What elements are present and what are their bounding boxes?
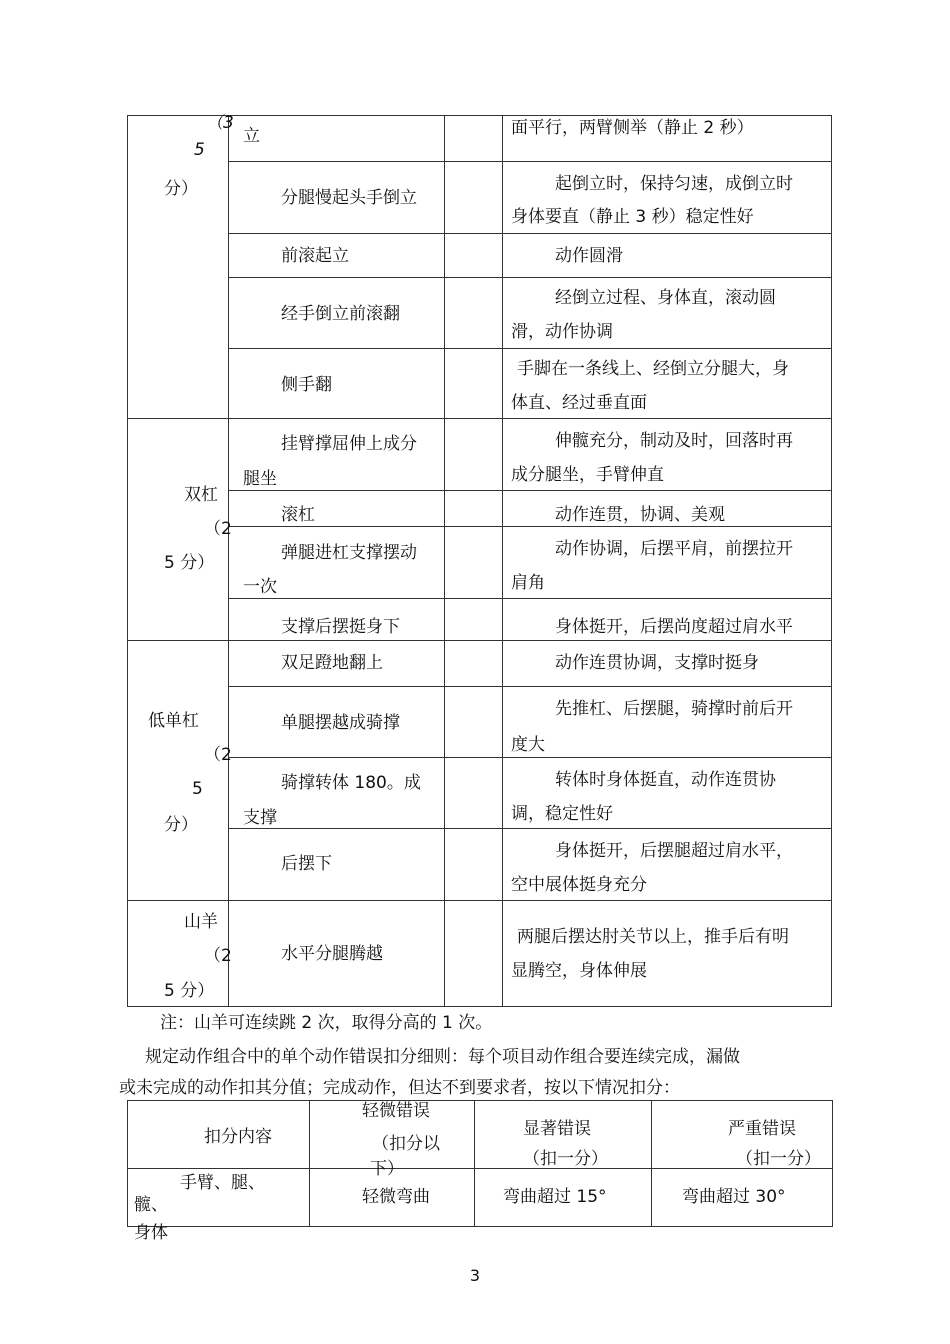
header-text: （扣分以 <box>372 1134 440 1154</box>
requirement-cell <box>503 687 832 758</box>
requirement-text: 动作连贯协调，支撑时挺身 <box>555 653 759 673</box>
score-cell <box>445 829 503 901</box>
value-cell <box>652 1169 833 1227</box>
value-cell <box>310 1169 475 1227</box>
score-cell <box>445 116 503 162</box>
item-text: 水平分腿腾越 <box>281 944 383 964</box>
item-text: 侧手翻 <box>281 375 332 395</box>
item-text: 一次 <box>243 577 277 597</box>
category-text: 低单杠 <box>148 711 199 731</box>
item-cell <box>229 527 445 599</box>
requirement-cell <box>503 758 832 829</box>
requirement-text: 起倒立时，保持匀速，成倒立时 <box>555 174 793 194</box>
category-text: 山羊 <box>184 912 218 932</box>
item-cell <box>229 829 445 901</box>
header-text: （扣一分） <box>523 1149 608 1169</box>
score-cell <box>445 162 503 234</box>
requirement-text: 先推杠、后摆腿，骑撑时前后开 <box>555 699 793 719</box>
requirement-text: 面平行，两臂侧举（静止 2 秒） <box>511 118 754 138</box>
requirement-text: 度大 <box>511 735 545 755</box>
item-text: 骑撑转体 180。成 <box>281 773 421 793</box>
item-text: 支撑后摆挺身下 <box>281 617 400 637</box>
category-text: 5 <box>194 140 205 160</box>
item-cell <box>229 599 445 641</box>
item-cell <box>229 116 445 162</box>
item-text: 弹腿进杠支撑摆动 <box>281 543 417 563</box>
score-cell <box>445 599 503 641</box>
score-cell <box>445 234 503 278</box>
paragraph-line-1: 规定动作组合中的单个动作错误扣分细则：每个项目动作组合要连续完成，漏做 <box>145 1047 740 1067</box>
item-text: 立 <box>243 126 260 146</box>
item-text: 腿坐 <box>243 469 277 489</box>
header-cell <box>128 1101 310 1169</box>
note: 注：山羊可连续跳 2 次，取得分高的 1 次。 <box>160 1013 493 1033</box>
requirement-cell <box>503 829 832 901</box>
item-cell <box>229 687 445 758</box>
requirement-text: 伸髋充分，制动及时，回落时再 <box>555 431 793 451</box>
requirement-text: 滑，动作协调 <box>511 322 613 342</box>
category-text: （3 <box>206 113 234 133</box>
requirement-text: 身体挺开，后摆尚度超过肩水平 <box>555 617 793 637</box>
requirement-text: 身体要直（静止 3 秒）稳定性好 <box>511 207 754 227</box>
category-text: （2 <box>204 745 232 765</box>
score-cell <box>445 349 503 419</box>
requirement-text: 动作协调，后摆平肩，前摆拉开 <box>555 539 793 559</box>
category-text: 分） <box>164 179 198 199</box>
header-text: 显著错误 <box>523 1119 591 1139</box>
item-cell <box>229 419 445 491</box>
item-text: 支撑 <box>243 808 277 828</box>
requirement-text: 空中展体挺身充分 <box>511 875 647 895</box>
item-text: 单腿摆越成骑撑 <box>281 713 400 733</box>
requirement-text: 肩角 <box>511 573 545 593</box>
requirement-cell <box>503 162 832 234</box>
requirement-text: 体直、经过垂直面 <box>511 393 647 413</box>
score-cell <box>445 491 503 527</box>
header-cell <box>475 1101 652 1169</box>
category-text: 5 分） <box>164 981 215 1001</box>
scoring-table <box>127 115 832 1007</box>
requirement-cell <box>503 491 832 527</box>
score-cell <box>445 527 503 599</box>
paragraph-line-2: 或未完成的动作扣其分值；完成动作，但达不到要求者，按以下情况扣分： <box>119 1078 680 1098</box>
item-cell <box>229 641 445 687</box>
item-text: 前滚起立 <box>281 246 349 266</box>
requirement-cell <box>503 641 832 687</box>
requirement-text: 经倒立过程、身体直，滚动圆 <box>555 288 776 308</box>
requirement-text: 手脚在一条线上、经倒立分腿大，身 <box>517 359 789 379</box>
category-cell <box>128 113 234 419</box>
item-cell <box>229 758 445 829</box>
page-number: 3 <box>469 1266 481 1285</box>
requirement-cell <box>503 278 832 349</box>
score-cell <box>445 278 503 349</box>
score-cell <box>445 758 503 829</box>
requirement-text: 显腾空，身体伸展 <box>511 961 647 981</box>
value-text: 弯曲超过 30° <box>682 1187 786 1207</box>
requirement-text: 转体时身体挺直，动作连贯协 <box>555 770 776 790</box>
item-cell <box>229 901 445 1007</box>
requirement-text: 调，稳定性好 <box>511 804 613 824</box>
requirement-text: 动作圆滑 <box>555 246 623 266</box>
requirement-cell <box>503 349 832 419</box>
category-cell <box>128 419 232 641</box>
requirement-text: 两腿后摆达肘关节以上，推手后有明 <box>517 927 789 947</box>
row-label-text: 手臂、腿、 <box>180 1173 265 1193</box>
item-cell <box>229 349 445 419</box>
item-cell <box>229 162 445 234</box>
score-cell <box>445 641 503 687</box>
requirement-cell <box>503 901 832 1007</box>
score-cell <box>445 901 503 1007</box>
requirement-cell <box>503 599 832 641</box>
requirement-cell <box>503 419 832 491</box>
item-text: 经手倒立前滚翻 <box>281 304 400 324</box>
requirement-text: 成分腿坐，手臂伸直 <box>511 465 664 485</box>
category-text: 双杠 <box>184 485 218 505</box>
value-cell <box>475 1169 652 1227</box>
category-cell <box>128 901 232 1007</box>
item-cell <box>229 491 445 527</box>
row-label-cell <box>128 1169 310 1243</box>
header-cell <box>652 1101 833 1169</box>
item-text: 后摆下 <box>281 854 332 874</box>
score-cell <box>445 687 503 758</box>
item-text: 滚杠 <box>281 505 315 525</box>
score-cell <box>445 419 503 491</box>
header-text: 下） <box>370 1159 404 1179</box>
header-cell <box>310 1101 475 1179</box>
value-text: 轻微弯曲 <box>362 1187 430 1207</box>
category-text: 分） <box>164 815 198 835</box>
item-text: 双足蹬地翻上 <box>281 653 383 673</box>
category-cell <box>128 641 232 901</box>
requirement-text: 身体挺开，后摆腿超过肩水平， <box>555 841 793 861</box>
value-text: 弯曲超过 15° <box>503 1187 607 1207</box>
requirement-cell <box>503 234 832 278</box>
deduction-table <box>127 1100 833 1243</box>
requirement-text: 动作连贯，协调、美观 <box>555 505 725 525</box>
item-cell <box>229 278 445 349</box>
category-text: （2 <box>204 946 232 966</box>
row-label-text: 髋、 <box>134 1195 168 1215</box>
header-text: 轻微错误 <box>362 1101 430 1121</box>
requirement-cell <box>503 527 832 599</box>
item-cell <box>229 234 445 278</box>
header-text: （扣一分） <box>736 1149 821 1169</box>
category-text: （2 <box>204 519 232 539</box>
category-text: 5 分） <box>164 553 215 573</box>
item-text: 分腿慢起头手倒立 <box>281 188 417 208</box>
header-text: 严重错误 <box>728 1119 796 1139</box>
header-text: 扣分内容 <box>204 1127 272 1147</box>
item-text: 挂臂撑屈伸上成分 <box>281 434 417 454</box>
row-label-text: 身体 <box>134 1223 168 1243</box>
requirement-cell <box>503 116 832 162</box>
category-text: 5 <box>192 779 203 799</box>
